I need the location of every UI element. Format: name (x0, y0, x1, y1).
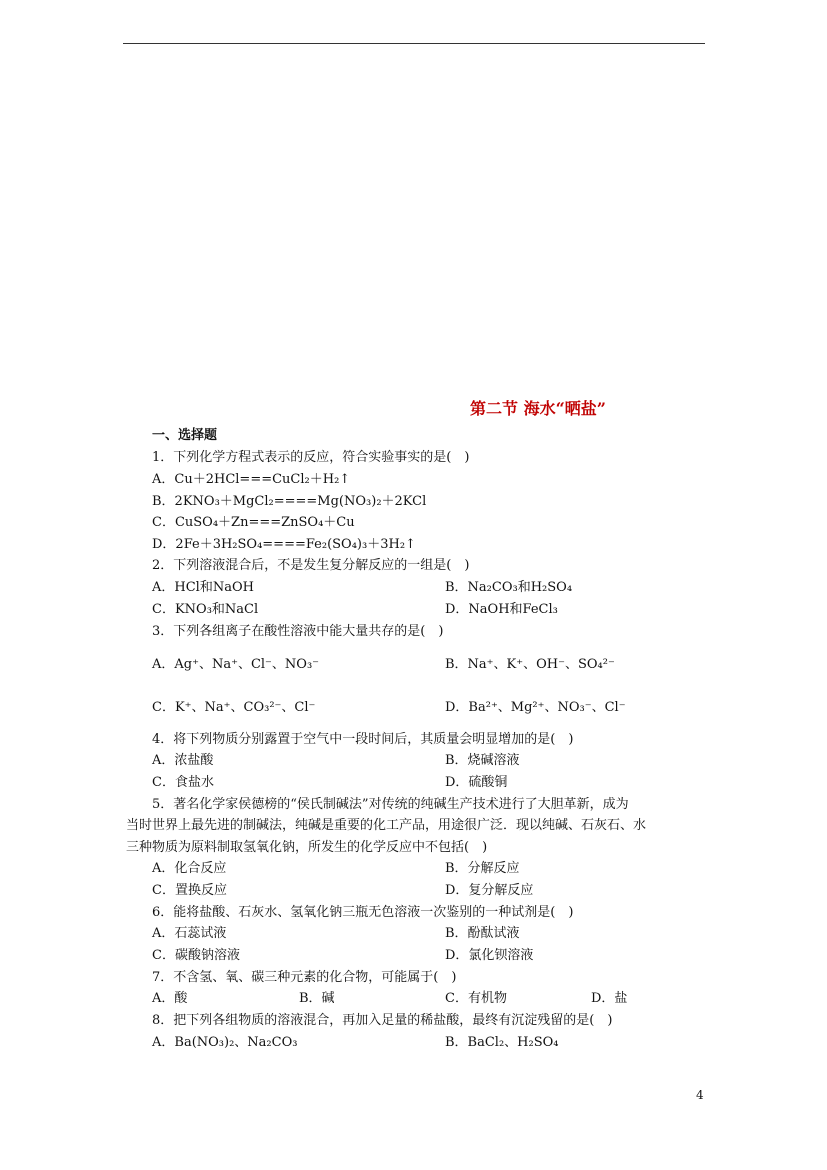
q6-option-c: C．碳酸钠溶液 (152, 948, 240, 963)
q5-option-d: D．复分解反应 (445, 883, 534, 898)
q2-option-c: C．KNO₃和NaCl (152, 602, 259, 617)
q7-option-d: D．盐 (591, 991, 628, 1006)
section-heading: 一、选择题 (152, 428, 218, 443)
q5-option-a: A．化合反应 (152, 861, 227, 876)
q6-option-d: D．氯化钡溶液 (445, 948, 534, 963)
q3-option-a: A．Ag⁺、Na⁺、Cl⁻、NO₃⁻ (152, 657, 320, 672)
q4-option-a: A．浓盐酸 (152, 753, 214, 768)
q7-option-c: C．有机物 (445, 991, 507, 1006)
q8-stem: 8．把下列各组物质的溶液混合，再加入足量的稀盐酸，最终有沉淀残留的是( ) (152, 1013, 613, 1028)
q2-option-a: A．HCl和NaOH (152, 580, 254, 595)
q3-stem: 3．下列各组离子在酸性溶液中能大量共存的是( ) (152, 624, 444, 639)
header-rule (123, 43, 705, 44)
page-number: 4 (696, 1088, 704, 1102)
page-title: 第二节 海水“晒盐” (470, 399, 606, 418)
q4-option-c: C．食盐水 (152, 775, 214, 790)
q2-stem: 2．下列溶液混合后，不是发生复分解反应的一组是( ) (152, 558, 470, 573)
q8-option-b: B．BaCl₂、H₂SO₄ (445, 1035, 559, 1050)
q3-option-b: B．Na⁺、K⁺、OH⁻、SO₄²⁻ (445, 657, 615, 672)
q3-option-c: C．K⁺、Na⁺、CO₃²⁻、Cl⁻ (152, 700, 316, 715)
q1-option-c: C．CuSO₄＋Zn===ZnSO₄＋Cu (152, 515, 355, 530)
q1-option-b: B．2KNO₃＋MgCl₂====Mg(NO₃)₂＋2KCl (152, 494, 427, 509)
q3-option-d: D．Ba²⁺、Mg²⁺、NO₃⁻、Cl⁻ (445, 700, 626, 715)
q4-option-b: B．烧碱溶液 (445, 753, 520, 768)
q1-stem: 1．下列化学方程式表示的反应，符合实验事实的是( ) (152, 450, 470, 465)
q5-option-c: C．置换反应 (152, 883, 227, 898)
q4-stem: 4．将下列物质分别露置于空气中一段时间后，其质量会明显增加的是( ) (152, 732, 574, 747)
q2-option-d: D．NaOH和FeCl₃ (445, 602, 558, 617)
q7-option-b: B．碱 (299, 991, 335, 1006)
q1-option-a: A．Cu＋2HCl===CuCl₂＋H₂↑ (152, 472, 351, 487)
q5-stem-line2: 当时世界上最先进的制碱法，纯碱是重要的化工产品，用途很广泛．现以纯碱、石灰石、水 (126, 818, 647, 833)
q2-option-b: B．Na₂CO₃和H₂SO₄ (445, 580, 573, 595)
q5-option-b: B．分解反应 (445, 861, 520, 876)
q7-stem: 7．不含氢、氧、碳三种元素的化合物，可能属于( ) (152, 970, 457, 985)
q7-option-a: A．酸 (152, 991, 188, 1006)
q5-stem-line1: 5．著名化学家侯德榜的“侯氏制碱法”对传统的纯碱生产技术进行了大胆革新，成为 (152, 797, 629, 812)
q6-option-b: B．酚酞试液 (445, 926, 520, 941)
q1-option-d: D．2Fe＋3H₂SO₄====Fe₂(SO₄)₃＋3H₂↑ (152, 537, 416, 552)
q8-option-a: A．Ba(NO₃)₂、Na₂CO₃ (152, 1035, 298, 1050)
q5-stem-line3: 三种物质为原料制取氢氧化钠，所发生的化学反应中不包括( ) (126, 840, 488, 855)
q4-option-d: D．硫酸铜 (445, 775, 508, 790)
q6-stem: 6．能将盐酸、石灰水、氢氧化钠三瓶无色溶液一次鉴别的一种试剂是( ) (152, 905, 574, 920)
q6-option-a: A．石蕊试液 (152, 926, 227, 941)
